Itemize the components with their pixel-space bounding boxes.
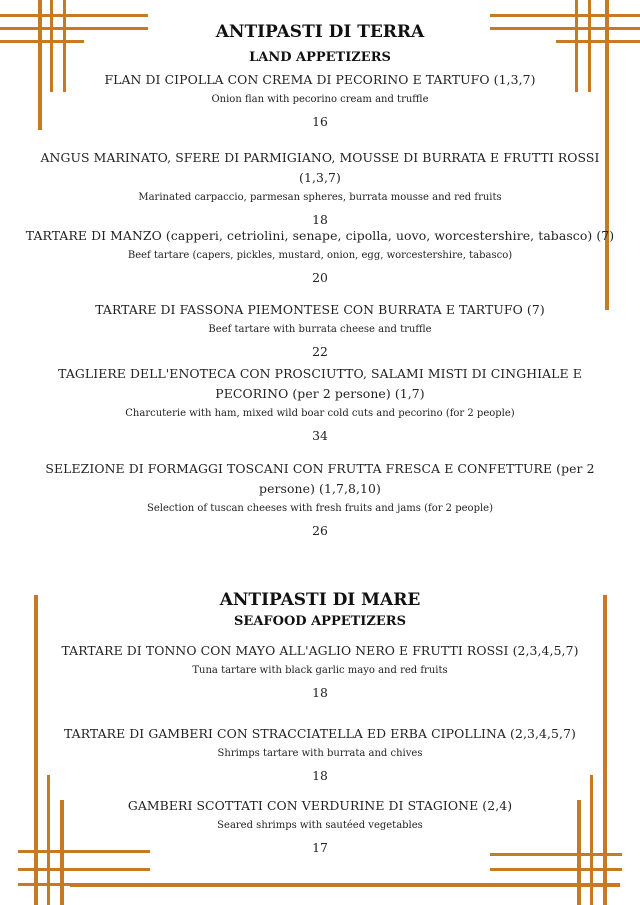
menu-item [30, 796, 610, 856]
item-price: 34 [312, 428, 328, 443]
item-name: SELEZIONE DI FORMAGGI TOSCANI CON FRUTTA FRESCA E CONFETTURE (per 2 persone) (1,7,8,10) [45, 461, 595, 496]
item-description: Shrimps tartare with burrata and chives [217, 748, 423, 759]
item-price: 26 [312, 523, 328, 538]
item-price: 20 [312, 270, 328, 285]
menu-item [30, 641, 610, 701]
item-description: Charcuterie with ham, mixed wild boar cold cuts and pecorino (for 2 people) [125, 408, 515, 419]
item-price: 22 [312, 344, 328, 359]
menu-item [30, 70, 610, 130]
item-description: Seared shrimps with sautéed vegetables [217, 820, 423, 831]
section-subtitle-land: LAND APPETIZERS [249, 50, 391, 65]
item-name: TARTARE DI GAMBERI CON STRACCIATELLA ED ERBA CIPOLLINA (2,3,4,5,7) [63, 726, 576, 741]
item-name: GAMBERI SCOTTATI CON VERDURINE DI STAGIONE (2,4) [127, 798, 513, 813]
menu-item [30, 148, 610, 228]
item-description: Beef tartare with burrata cheese and truffle [208, 324, 432, 335]
item-price: 17 [312, 840, 328, 855]
item-price: 18 [312, 768, 328, 783]
item-description: Tuna tartare with black garlic mayo and red fruits [192, 665, 448, 676]
section-title-sea: ANTIPASTI DI MARE [219, 590, 421, 610]
item-price: 18 [312, 212, 328, 227]
item-name: TAGLIERE DELL'ENOTECA CON PROSCIUTTO, SALAMI MISTI DI CINGHIALE E PECORINO (per 2 persone) (1,7) [58, 366, 582, 401]
menu-item [30, 724, 610, 784]
menu-item [20, 226, 620, 286]
menu-item [30, 300, 610, 360]
item-description: Onion flan with pecorino cream and truffle [211, 94, 429, 105]
item-description: Selection of tuscan cheeses with fresh fruits and jams (for 2 people) [147, 503, 493, 514]
item-description: Marinated carpaccio, parmesan spheres, burrata mousse and red fruits [138, 192, 502, 203]
section-subtitle-sea: SEAFOOD APPETIZERS [234, 614, 406, 629]
item-name: TARTARE DI FASSONA PIEMONTESE CON BURRATA E TARTUFO (7) [95, 302, 545, 317]
menu-item [30, 459, 610, 539]
item-name: ANGUS MARINATO, SFERE DI PARMIGIANO, MOUSSE DI BURRATA E FRUTTI ROSSI (1,3,7) [40, 150, 600, 185]
item-name: TARTARE DI MANZO (capperi, cetriolini, senape, cipolla, uovo, worcestershire, tabasco) (7) [25, 228, 615, 243]
section-title-land: ANTIPASTI DI TERRA [215, 22, 425, 42]
item-name: FLAN DI CIPOLLA CON CREMA DI PECORINO E TARTUFO (1,3,7) [104, 72, 536, 87]
item-description: Beef tartare (capers, pickles, mustard, onion, egg, worcestershire, tabasco) [127, 250, 513, 261]
item-price: 18 [312, 685, 328, 700]
item-name: TARTARE DI TONNO CON MAYO ALL'AGLIO NERO E FRUTTI ROSSI (2,3,4,5,7) [61, 643, 579, 658]
item-price: 16 [312, 114, 328, 129]
menu-item [30, 364, 610, 444]
